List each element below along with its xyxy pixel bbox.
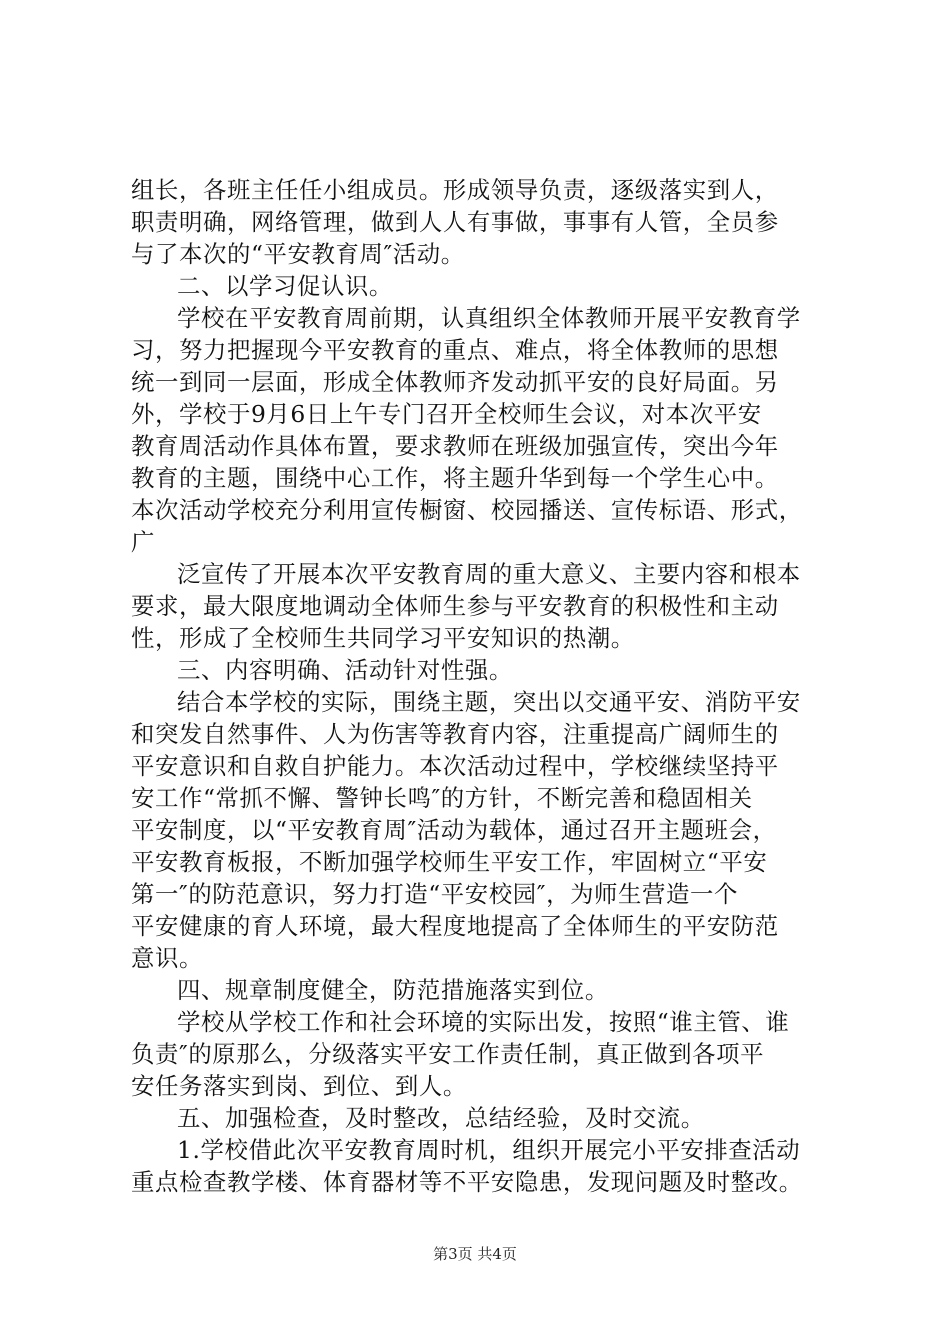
section-heading: 四、规章制度健全，防范措施落实到位。 [177, 976, 609, 1004]
text-line: 教育周活动作具体布置，要求教师在班级加强宣传，突出今年 [131, 432, 779, 460]
text-line: 和突发自然事件、人为伤害等教育内容，注重提高广阔师生的 [131, 720, 779, 748]
text-line: 与了本次的“平安教育周″活动。 [131, 240, 465, 268]
text-line: 外，学校于9月6日上午专门召开全校师生会议，对本次平安 [131, 400, 762, 428]
text-line: 习，努力把握现今平安教育的重点、难点，将全体教师的思想 [131, 336, 779, 364]
text-line: 要求，最大限度地调动全体师生参与平安教育的积极性和主动 [131, 592, 779, 620]
text-line: 本次活动学校充分利用宣传橱窗、校园播送、宣传标语、形式， [131, 496, 803, 524]
text-line: 平安教育板报，不断加强学校师生平安工作，牢固树立“平安 [131, 848, 768, 876]
text-line: 安工作“常抓不懈、警钟长鸣″的方针，不断完善和稳固相关 [131, 784, 753, 812]
text-line: 第一″的防范意识，努力打造“平安校园″，为师生营造一个 [131, 880, 739, 908]
page-number-footer: 第3页 共4页 [433, 1245, 517, 1263]
text-line: 学校从学校工作和社会环境的实际出发，按照“谁主管、谁 [177, 1008, 790, 1036]
text-line: 学校在平安教育周前期，认真组织全体教师开展平安教育学 [177, 304, 801, 332]
text-line: 教育的主题，围绕中心工作，将主题升华到每一个学生心中。 [131, 464, 779, 492]
text-line: 重点检查教学楼、体育器材等不平安隐患，发现问题及时整改。 [131, 1168, 803, 1196]
text-line: 结合本学校的实际，围绕主题，突出以交通平安、消防平安 [177, 688, 801, 716]
document-body [131, 174, 847, 1198]
text-line: 意识。 [131, 944, 203, 972]
text-line: 1.学校借此次平安教育周时机，组织开展完小平安排查活动 [177, 1136, 801, 1164]
text-line: 平安制度，以“平安教育周″活动为载体，通过召开主题班会， [131, 816, 777, 844]
text-line: 广 [131, 528, 155, 556]
text-line: 统一到同一层面，形成全体教师齐发动抓平安的良好局面。另 [131, 368, 779, 396]
text-line: 负责″的原那么，分级落实平安工作责任制，真正做到各项平 [131, 1040, 765, 1068]
text-line: 性，形成了全校师生共同学习平安知识的热潮。 [131, 624, 635, 652]
section-heading: 五、加强检查，及时整改，总结经验，及时交流。 [177, 1104, 705, 1132]
section-heading: 二、以学习促认识。 [177, 272, 393, 300]
text-line: 安任务落实到岗、到位、到人。 [131, 1072, 467, 1100]
text-line: 泛宣传了开展本次平安教育周的重大意义、主要内容和根本 [177, 560, 801, 588]
text-line: 平安意识和自救自护能力。本次活动过程中，学校继续坚持平 [131, 752, 779, 780]
text-line: 平安健康的育人环境，最大程度地提高了全体师生的平安防范 [131, 912, 779, 940]
section-heading: 三、内容明确、活动针对性强。 [177, 656, 513, 684]
text-line: 组长，各班主任任小组成员。形成领导负责，逐级落实到人， [131, 176, 779, 204]
text-line: 职责明确，网络管理，做到人人有事做，事事有人管，全员参 [131, 208, 779, 236]
